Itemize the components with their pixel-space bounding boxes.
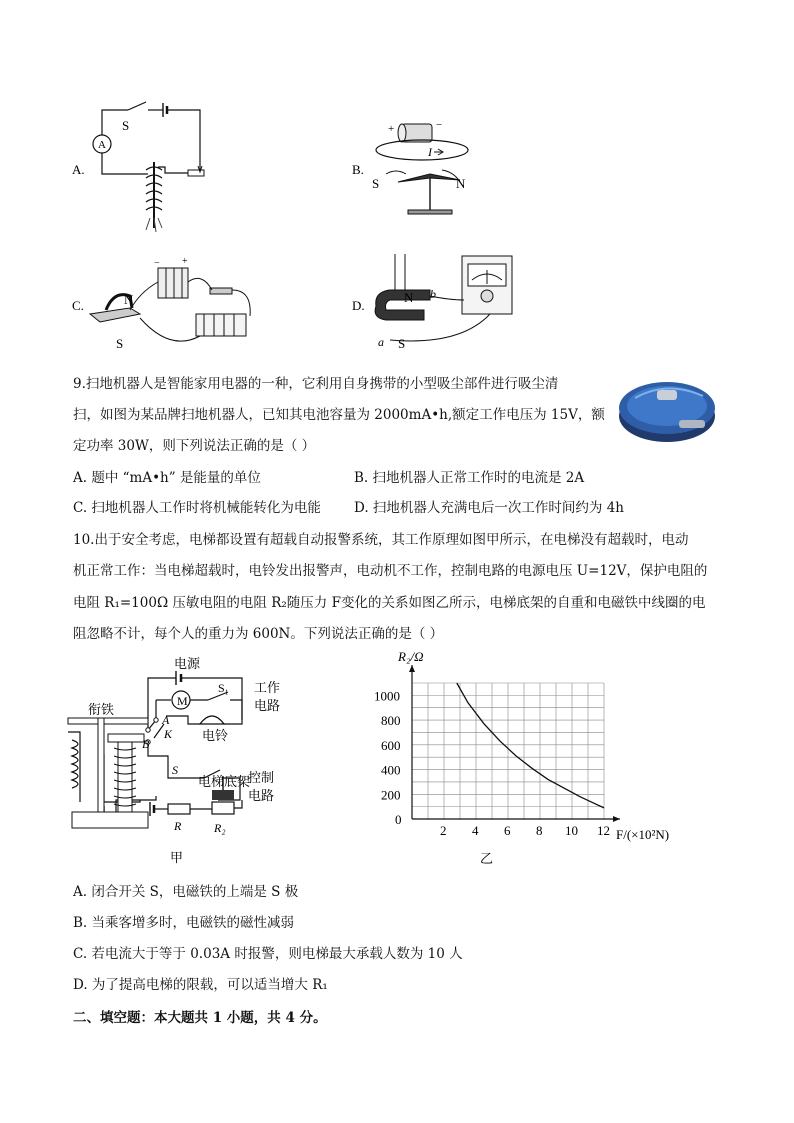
x-tick-label: 12 <box>597 823 610 838</box>
figure-yi-caption: 乙 <box>480 851 494 866</box>
y-tick-label: 600 <box>381 737 401 753</box>
q9-line-1: 9.扫地机器人是智能家用电器的一种，它利用自身携带的小型吸尘部件进行吸尘清 <box>73 376 559 392</box>
q10-option-c[interactable]: C. 若电流大于等于 0.03A 时报警，则电梯最大承载人数为 10 人 <box>73 946 463 962</box>
q9-option-c[interactable]: C. 扫地机器人工作时将机械能转化为电能 <box>73 500 321 516</box>
option-b-letter: B. <box>352 162 364 177</box>
current-label: I <box>428 145 432 159</box>
plus-label: + <box>182 256 188 267</box>
s-pole-label: S <box>398 336 406 351</box>
motor-label: M <box>177 694 188 708</box>
x-tick-label: 8 <box>536 823 543 838</box>
resistor-r-label: R <box>174 819 182 833</box>
contact-b-label: B <box>142 737 150 751</box>
q10-option-d[interactable]: D. 为了提高电梯的限载，可以适当增大 R₁ <box>73 977 328 993</box>
y-tick-label: 800 <box>381 713 401 729</box>
q9-option-b[interactable]: B. 扫地机器人正常工作时的电流是 2A <box>354 470 585 486</box>
q9-option-d[interactable]: D. 扫地机器人充满电后一次工作时间约为 4h <box>354 500 624 516</box>
q9-option-a[interactable]: A. 题中 “mA•h” 是能量的单位 <box>73 470 261 486</box>
y-tick-label: 1000 <box>374 688 400 704</box>
elevator-base-label: 电梯底架 <box>198 774 251 789</box>
minus-label: − <box>154 258 160 269</box>
s-pole-label: S <box>372 176 380 191</box>
figure-option-a <box>70 100 230 235</box>
s1-label: S₁ <box>218 681 229 695</box>
x-tick-label: 6 <box>504 823 511 838</box>
section-two-heading: 二、填空题：本大题共 1 小题，共 4 分。 <box>73 1010 327 1026</box>
option-c-letter: C. <box>72 298 84 313</box>
y-tick-label: 0 <box>395 812 402 827</box>
a-label: a <box>378 335 384 349</box>
n-pole-label: N <box>124 292 134 307</box>
y-tick-label: 400 <box>381 762 401 778</box>
ammeter-label: A <box>98 139 106 151</box>
switch-s-label: S <box>172 763 178 777</box>
q10-line-2: 机正常工作：当电梯超载时，电铃发出报警声，电动机不工作，控制电路的电源电压 U=12V，保护电阻的 <box>73 563 708 579</box>
x-tick-label: 4 <box>472 823 479 838</box>
r2-curve <box>457 683 604 808</box>
control-circuit-label-2: 电路 <box>248 788 275 803</box>
y-axis-label: R₂/Ω <box>398 649 424 664</box>
y-axis-arrow <box>409 665 415 672</box>
resistor-r2-label: R₂ <box>214 821 226 835</box>
figure-jia-caption: 甲 <box>170 850 184 865</box>
n-pole-label: N <box>404 290 414 305</box>
q10-line-4: 阻忽略不计，每个人的重力为 600N。下列说法正确的是（ ） <box>73 626 444 642</box>
contact-a-label: A <box>162 713 170 727</box>
x-tick-label: 2 <box>440 823 447 838</box>
b-label: b <box>430 287 436 301</box>
work-circuit-label-1: 工作 <box>254 680 281 695</box>
q10-option-a[interactable]: A. 闭合开关 S，电磁铁的上端是 S 极 <box>73 884 299 900</box>
q10-line-3: 电阻 R₁=100Ω 压敏电阻的电阻 R₂随压力 F变化的关系如图乙所示，电梯底架的自重和电磁铁中线圈的电 <box>73 595 706 611</box>
option-d-letter: D. <box>352 298 365 313</box>
plus-label: + <box>388 123 395 135</box>
figure-option-d <box>350 250 525 355</box>
figure-option-c <box>70 252 270 357</box>
armature-label: 衔铁 <box>88 702 115 717</box>
q10-option-b[interactable]: B. 当乘客增多时，电磁铁的磁性减弱 <box>73 915 295 931</box>
y-tick-label: 200 <box>381 787 401 803</box>
r2-force-chart <box>350 649 670 870</box>
x-tick-label: 10 <box>565 823 578 838</box>
n-pole-label: N <box>456 176 466 191</box>
figure-option-b <box>350 112 500 222</box>
bell-label: 电铃 <box>202 728 229 743</box>
power-label: 电源 <box>174 656 201 671</box>
q10-line-1: 10.出于安全考虑，电梯都设置有超载自动报警系统，其工作原理如图甲所示，在电梯没有超载时，电动 <box>73 532 689 548</box>
robot-vacuum-image <box>615 376 719 448</box>
x-axis-label: F/(×10²N) <box>616 827 670 842</box>
x-axis-arrow <box>613 816 620 822</box>
work-circuit-label-2: 电路 <box>254 698 281 713</box>
s-pole-label: S <box>116 336 124 351</box>
circuit-figure <box>68 652 293 867</box>
option-a-letter: A. <box>72 162 85 177</box>
q9-line-2: 扫，如图为某品牌扫地机器人，已知其电池容量为 2000mA•h,额定工作电压为 15V，额 <box>73 407 605 423</box>
contact-k-label: K <box>164 727 173 741</box>
switch-label: S <box>122 118 130 133</box>
minus-label: − <box>436 119 443 131</box>
control-circuit-label-1: 控制 <box>248 770 275 785</box>
q9-line-3: 定功率 30W，则下列说法正确的是（ ） <box>73 438 316 454</box>
